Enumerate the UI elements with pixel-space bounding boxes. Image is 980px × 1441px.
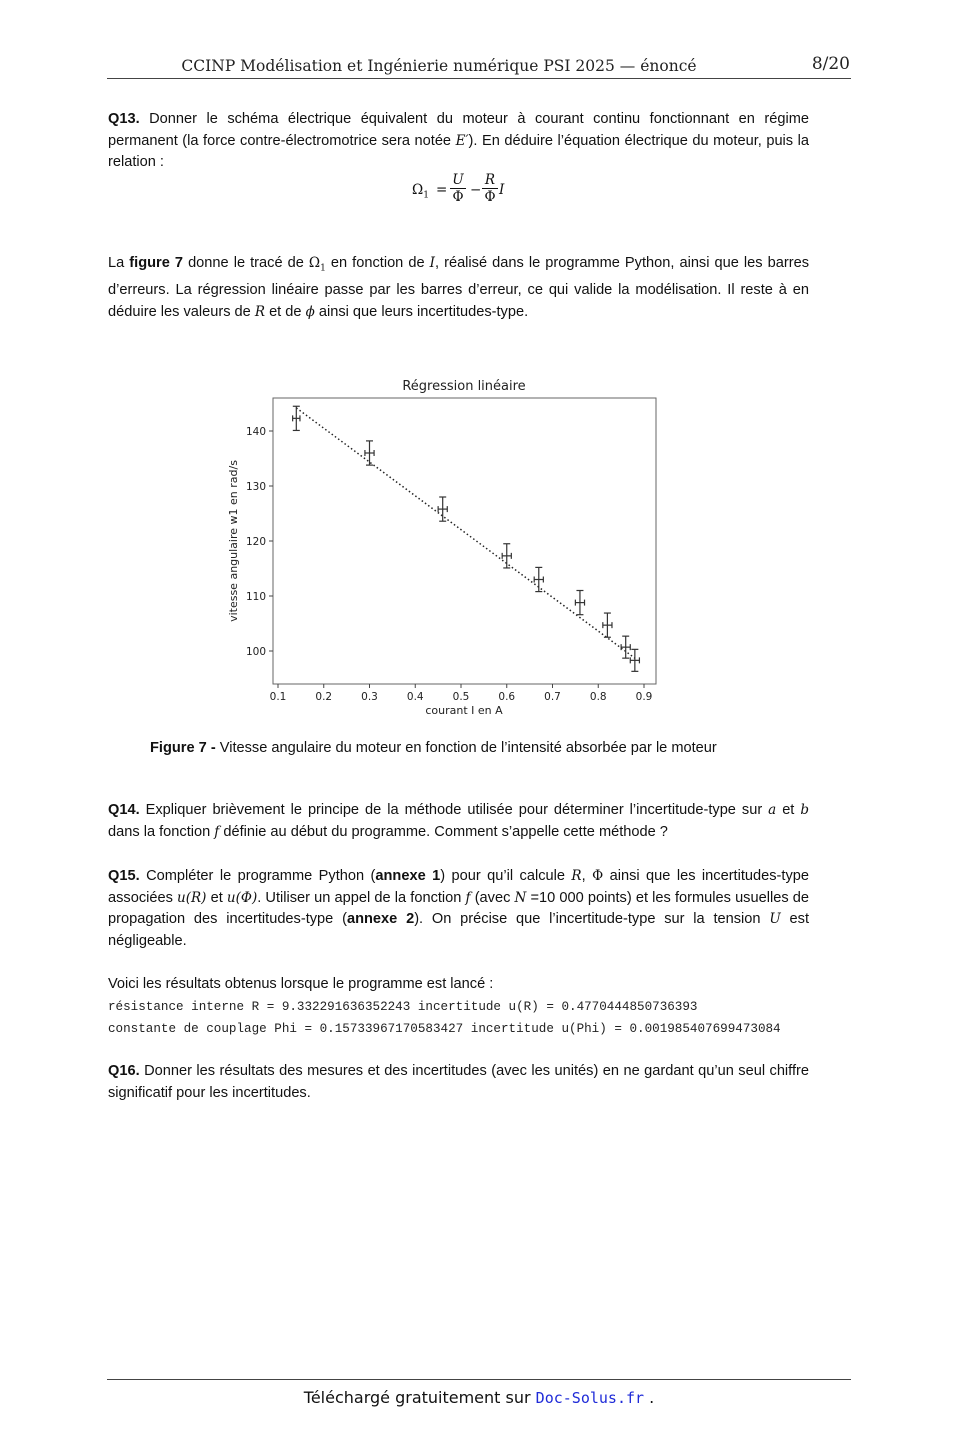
symbol-f: f xyxy=(214,823,220,840)
q15-text: . Utiliser un appel de la fonction xyxy=(257,889,466,906)
symbol-i: I xyxy=(429,255,435,271)
question-16 xyxy=(108,1061,809,1104)
q16-label: Q16. xyxy=(108,1063,140,1079)
y-tick-label: 120 xyxy=(245,536,266,548)
intro-text: ainsi que leurs incertitudes-type. xyxy=(314,303,529,320)
q14-text: dans la fonction xyxy=(108,823,215,840)
caption-label: Figure 7 - xyxy=(150,740,216,756)
figure-intro-paragraph xyxy=(108,253,809,323)
x-axis-ticks xyxy=(270,684,653,703)
chart-title: Régression linéaire xyxy=(402,379,526,394)
intro-text: , réalisé dans le programme Python, ainsi que les barres d’erreurs. La régression linéaire passe par les barres d’erreur, ce qui valide la modélisation. Il reste à en déduire les valeurs de xyxy=(108,255,809,320)
q14-text: définie au début du programme. Comment s’appelle cette méthode ? xyxy=(219,823,668,840)
annex-2-ref: annexe 2 xyxy=(346,911,415,927)
eq-equals: = xyxy=(436,182,448,198)
intro-text: La xyxy=(108,255,130,271)
symbol-f: f xyxy=(465,889,471,906)
data-point xyxy=(621,636,630,658)
q14-text: et xyxy=(776,802,801,818)
eq-num-u: U xyxy=(450,172,466,189)
q15-text: ainsi que les incertitudes-type associées xyxy=(108,868,809,906)
x-axis-label: courant I en A xyxy=(425,704,503,717)
omega-symbol: $\Omega_1$ xyxy=(308,255,326,274)
q14-label: Q14. xyxy=(108,802,140,818)
symbol-u: U xyxy=(769,911,781,927)
eq-fraction-u-phi xyxy=(450,172,466,205)
y-tick-label: 140 xyxy=(245,426,266,438)
symbol-u-phi: u(Φ) xyxy=(226,889,258,906)
q15-text: , xyxy=(581,868,593,884)
y-axis-label: vitesse angulaire w1 en rad/s xyxy=(227,460,240,622)
footer-divider xyxy=(107,1379,851,1380)
eq-minus: − xyxy=(470,182,482,198)
intro-text: en fonction de xyxy=(325,255,430,271)
q15-text: et xyxy=(206,889,227,906)
question-14 xyxy=(108,800,809,843)
symbol-r: R xyxy=(571,868,582,884)
x-tick-label: 0.2 xyxy=(315,691,333,703)
x-tick-label: 0.8 xyxy=(589,691,607,703)
x-tick-label: 0.7 xyxy=(544,691,561,703)
eq-num-r: R xyxy=(482,172,498,189)
eq-lhs: $\Omega_1$ xyxy=(412,182,429,201)
intro-text: et de xyxy=(265,303,306,320)
q16-text: Donner les résultats des mesures et des incertitudes (avec les unités) en ne gardant qu’un seul chiffre significatif pour les incertitudes. xyxy=(108,1063,809,1101)
q14-text: Expliquer brièvement le principe de la méthode utilisée pour déterminer l’incertitude-type sur xyxy=(145,802,769,818)
page-number: 8/20 xyxy=(811,54,850,74)
symbol-phi: Φ xyxy=(592,868,604,884)
symbol-u-r: u(R) xyxy=(177,889,207,906)
symbol-phi: ϕ xyxy=(305,303,315,320)
data-point xyxy=(502,544,511,568)
data-point xyxy=(534,567,543,591)
data-point xyxy=(293,406,300,430)
x-tick-label: 0.6 xyxy=(498,691,516,703)
caption-text: Vitesse angulaire du moteur en fonction de l’intensité absorbée par le moteur xyxy=(215,740,717,756)
q15-text: Compléter le programme Python ( xyxy=(146,868,376,884)
figure-ref: figure 7 xyxy=(129,255,184,271)
figure-caption xyxy=(150,738,717,760)
result-line-resistance: résistance interne R = 9.332291636352243 incertitude u(R) = 0.4770444850736393 xyxy=(108,1000,698,1014)
intro-text: donne le tracé de xyxy=(183,255,309,271)
q13-text-1: Donner le schéma électrique équivalent du moteur à courant continu fonctionnant en régime permanent (la force contre-électromotrice sera notée xyxy=(108,111,809,149)
omega-equation xyxy=(412,170,532,210)
q15-text: (avec xyxy=(470,889,515,906)
doc-solus-link[interactable]: Doc-Solus.fr xyxy=(535,1389,645,1407)
x-tick-label: 0.5 xyxy=(452,691,470,703)
data-points xyxy=(293,406,640,671)
q15-text: ) pour qu’il calcule xyxy=(440,868,572,884)
q13-text-2: ). En déduire l’équation électrique du moteur, puis la relation : xyxy=(108,132,809,170)
question-13 xyxy=(108,109,809,174)
footer-dot: . xyxy=(644,1388,655,1407)
x-tick-label: 0.1 xyxy=(269,691,287,703)
header-title: CCINP Modélisation et Ingénierie numérique PSI 2025 — énoncé xyxy=(181,57,697,75)
symbol-b: b xyxy=(800,802,809,818)
data-point xyxy=(365,441,374,465)
y-tick-label: 110 xyxy=(245,591,266,603)
y-tick-label: 100 xyxy=(245,646,266,658)
regression-fit-line xyxy=(296,408,635,658)
x-tick-label: 0.4 xyxy=(406,691,424,703)
results-intro: Voici les résultats obtenus lorsque le programme est lancé : xyxy=(108,976,494,992)
data-point xyxy=(603,613,612,637)
eq-den-phi-2: Φ xyxy=(484,189,496,205)
y-tick-label: 130 xyxy=(245,481,266,493)
q15-text: est négligeable. xyxy=(108,911,810,949)
question-15 xyxy=(108,866,809,952)
q15-text: ). On précise que l’incertitude-type sur la tension xyxy=(414,911,770,927)
symbol-a: a xyxy=(768,802,777,818)
page-header xyxy=(107,52,851,79)
regression-chart xyxy=(220,372,670,724)
footer-text: Téléchargé gratuitement sur xyxy=(303,1388,536,1407)
plot-frame xyxy=(273,398,656,684)
page-footer xyxy=(0,1387,958,1410)
y-axis-ticks xyxy=(246,426,273,658)
data-point xyxy=(630,649,639,671)
symbol-r: R xyxy=(254,303,266,320)
q13-emf-symbol: E′ xyxy=(455,132,469,149)
x-tick-label: 0.3 xyxy=(361,691,378,703)
eq-den-phi: Φ xyxy=(452,189,464,205)
data-point xyxy=(575,591,584,615)
result-line-coupling: constante de couplage Phi = 0.15733967170583427 incertitude u(Phi) = 0.001985407699473084 xyxy=(108,1022,781,1036)
eq-tail-i: I xyxy=(499,182,505,198)
eq-fraction-r-phi xyxy=(482,172,498,205)
q13-label: Q13. xyxy=(108,111,140,127)
x-tick-label: 0.9 xyxy=(635,691,653,703)
q15-label: Q15. xyxy=(108,868,140,884)
symbol-n: N xyxy=(514,889,527,906)
q15-text: =10 000 points) et les formules usuelles de propagation des incertitudes-type ( xyxy=(108,889,809,927)
annex-1-ref: annexe 1 xyxy=(375,868,441,884)
